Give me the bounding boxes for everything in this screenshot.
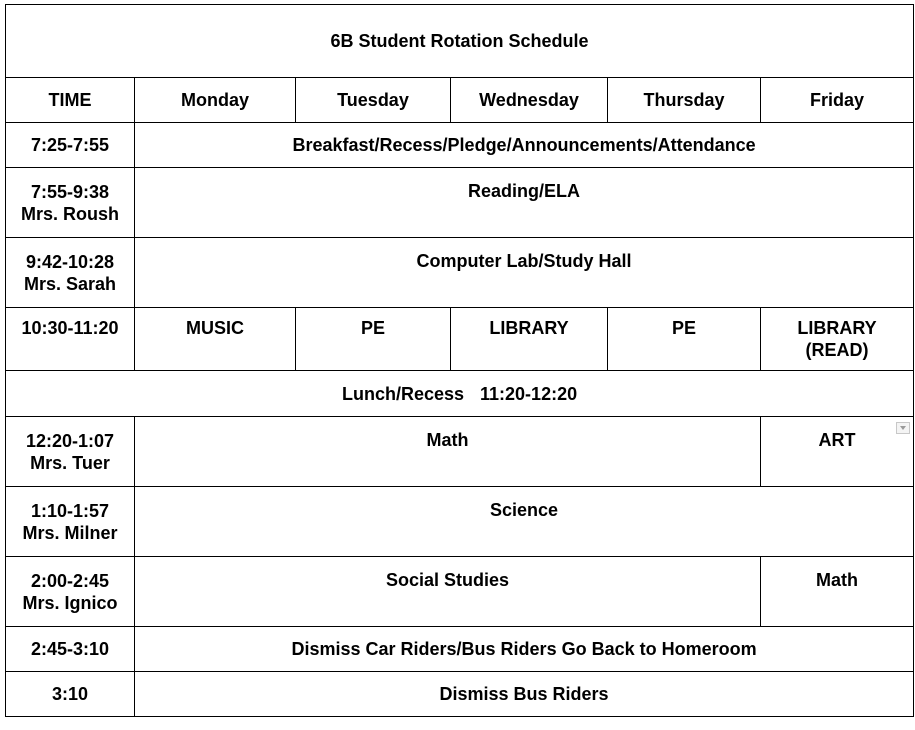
table-row (6, 417, 914, 487)
special-monday: MUSIC (135, 308, 296, 371)
time-range: 12:20-1:07 (25, 430, 115, 451)
header-tuesday: Tuesday (296, 78, 451, 123)
time-cell (6, 238, 135, 308)
teacher-name: Mrs. Roush (20, 203, 119, 224)
header-monday: Monday (135, 78, 296, 123)
table-row (6, 487, 914, 557)
activity-cell: Math (135, 417, 761, 487)
activity-cell: Breakfast/Recess/Pledge/Announcements/Attendance (135, 123, 914, 168)
activity-cell: Social Studies (135, 557, 761, 627)
table-row (6, 308, 914, 371)
teacher-name: Mrs. Milner (22, 522, 118, 543)
header-friday: Friday (761, 78, 914, 123)
time-range: 1:10-1:57 (30, 500, 110, 521)
header-time: TIME (6, 78, 135, 123)
friday-activity: ART (818, 430, 856, 450)
dropdown-arrow-icon[interactable] (896, 422, 910, 434)
header-wednesday: Wednesday (451, 78, 608, 123)
special-thursday: PE (608, 308, 761, 371)
time-cell (6, 557, 135, 627)
special-wednesday: LIBRARY (451, 308, 608, 371)
friday-cell: Math (761, 557, 914, 627)
activity-cell: Dismiss Car Riders/Bus Riders Go Back to Homeroom (135, 627, 914, 672)
table-row (6, 238, 914, 308)
time-cell (6, 487, 135, 557)
time-range: 9:42-10:28 (25, 251, 115, 272)
activity-cell: Dismiss Bus Riders (135, 672, 914, 717)
teacher-name: Mrs. Tuer (30, 452, 110, 473)
table-row (6, 557, 914, 627)
special-friday: LIBRARY (READ) (761, 308, 914, 371)
lunch-label: Lunch/Recess (341, 383, 465, 404)
activity-cell: Computer Lab/Study Hall (135, 238, 914, 308)
teacher-name: Mrs. Sarah (23, 273, 117, 294)
time-cell: 7:25-7:55 (6, 123, 135, 168)
special-tuesday: PE (296, 308, 451, 371)
time-range: 7:55-9:38 (30, 181, 110, 202)
friday-cell (761, 417, 914, 487)
table-row (6, 627, 914, 672)
time-range: 2:00-2:45 (30, 570, 110, 591)
teacher-name: Mrs. Ignico (22, 592, 118, 613)
time-cell: 10:30-11:20 (6, 308, 135, 371)
time-cell (6, 417, 135, 487)
table-row (6, 672, 914, 717)
activity-cell: Science (135, 487, 914, 557)
time-cell (6, 168, 135, 238)
header-row (6, 78, 914, 123)
rotation-schedule-table (5, 4, 914, 717)
time-cell: 3:10 (6, 672, 135, 717)
lunch-time: 11:20-12:20 (480, 383, 578, 404)
table-row (6, 168, 914, 238)
schedule-title: 6B Student Rotation Schedule (6, 5, 914, 78)
activity-cell: Reading/ELA (135, 168, 914, 238)
table-row (6, 123, 914, 168)
lunch-cell (6, 371, 914, 417)
table-row (6, 371, 914, 417)
header-thursday: Thursday (608, 78, 761, 123)
time-cell: 2:45-3:10 (6, 627, 135, 672)
